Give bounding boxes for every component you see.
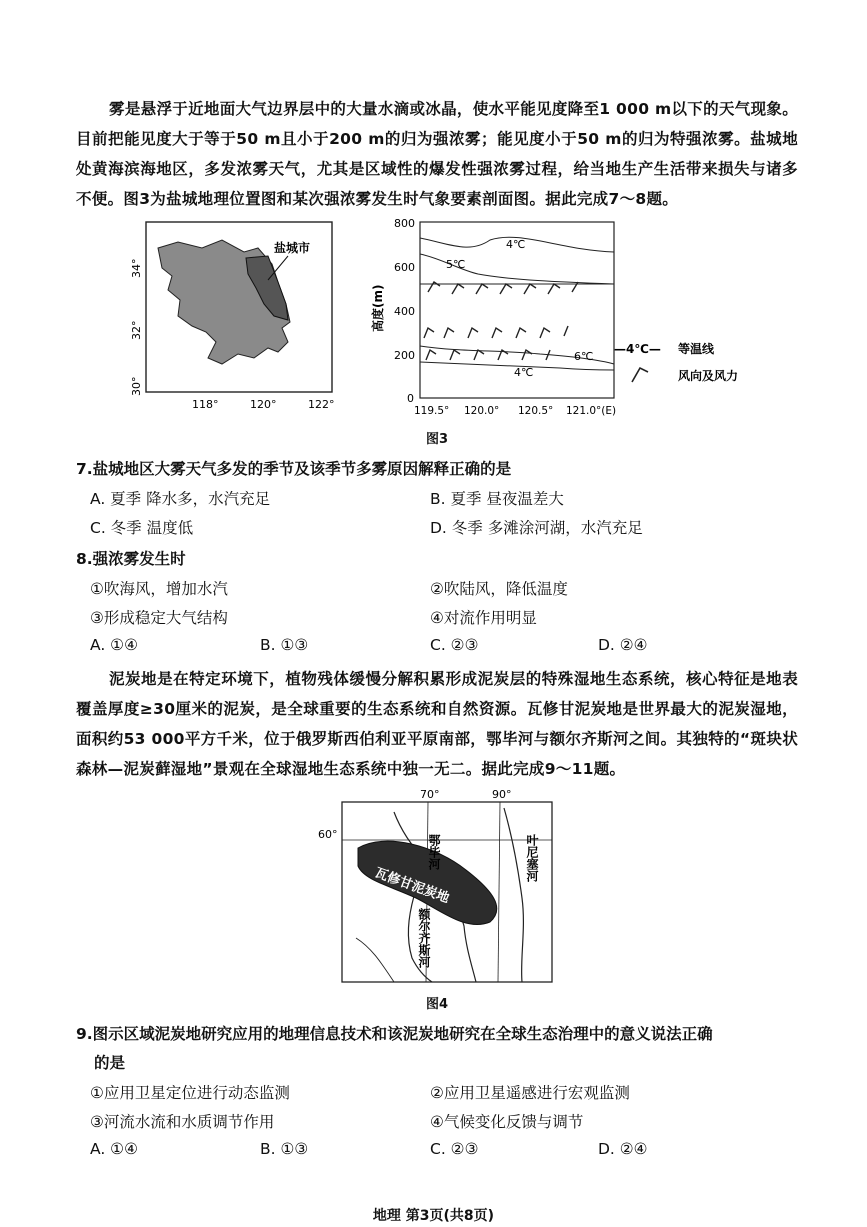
q9-option-d[interactable]: D. ②④ bbox=[598, 1140, 648, 1158]
q9-statement-1: ①应用卫星定位进行动态监测 bbox=[90, 1084, 290, 1102]
q8-option-c[interactable]: C. ②③ bbox=[430, 636, 479, 654]
legend-wind-barb-icon bbox=[632, 368, 648, 382]
figure3-caption: 图3 bbox=[426, 432, 449, 447]
q7-option-b[interactable]: B. 夏季 昼夜温差大 bbox=[430, 490, 564, 508]
x-tick-120-0: 120.0° bbox=[464, 405, 500, 417]
lat-label-34: 34° bbox=[130, 258, 143, 278]
q9-option-a[interactable]: A. ①④ bbox=[90, 1140, 138, 1158]
isotherm-label-4c-lower: 4℃ bbox=[514, 366, 534, 379]
y-tick-200: 200 bbox=[394, 349, 415, 362]
q7-option-a[interactable]: A. 夏季 降水多，水汽充足 bbox=[90, 490, 271, 508]
bog-label: 瓦修甘泥炭地 bbox=[372, 865, 452, 907]
page-footer: 地理 第3页(共8页) bbox=[372, 1208, 495, 1224]
lat-label-32: 32° bbox=[130, 320, 143, 340]
q7-option-d[interactable]: D. 冬季 多滩涂河湖，水汽充足 bbox=[430, 519, 643, 537]
y-tick-600: 600 bbox=[394, 261, 415, 274]
legend-isotherm-sample: —4℃— bbox=[614, 342, 661, 356]
x-tick-119-5: 119.5° bbox=[414, 405, 450, 417]
q9-statement-2: ②应用卫星遥感进行宏观监测 bbox=[430, 1084, 630, 1102]
q9-statement-3: ③河流水流和水质调节作用 bbox=[90, 1113, 275, 1131]
lon-label-122: 122° bbox=[308, 398, 335, 411]
isotherm-label-5c: 5℃ bbox=[446, 258, 466, 271]
y-tick-0: 0 bbox=[407, 392, 414, 405]
passage-fog-intro: 雾是悬浮于近地面大气边界层中的大量水滴或冰晶，使水平能见度降至1 000 m以下的天气现象。目前把能见度大于等于50 m且小于200 m的归为强浓雾；能见度小于50 m的归为特强浓雾。盐城地处黄海滨海地区，多发浓雾天气，尤其是区域性的爆发性强浓雾过程，给当地生产生活带来损失与诸多不便。图3为盐城地理位置图和某次强浓雾发生时气象要素剖面图。据此完成7～8题。 bbox=[76, 100, 798, 208]
q7-option-c[interactable]: C. 冬季 温度低 bbox=[90, 519, 194, 537]
q8-stem: 8.强浓雾发生时 bbox=[76, 550, 186, 568]
lon-label-70: 70° bbox=[420, 788, 440, 801]
legend-wind-text: 风向及风力 bbox=[678, 369, 739, 383]
lat-label-30: 30° bbox=[130, 376, 143, 396]
y-tick-400: 400 bbox=[394, 305, 415, 318]
q8-option-a[interactable]: A. ①④ bbox=[90, 636, 138, 654]
isotherm-label-4c-upper: 4℃ bbox=[506, 238, 526, 251]
q9-statement-4: ④气候变化反馈与调节 bbox=[430, 1113, 584, 1131]
figure4-caption: 图4 bbox=[426, 997, 449, 1012]
q8-statement-1: ①吹海风，增加水汽 bbox=[90, 580, 228, 598]
x-tick-120-5: 120.5° bbox=[518, 405, 554, 417]
figure3-profile bbox=[360, 214, 620, 418]
q8-statement-4: ④对流作用明显 bbox=[430, 609, 537, 627]
x-tick-121-0: 121.0°(E) bbox=[566, 405, 617, 417]
y-tick-800: 800 bbox=[394, 217, 415, 230]
q8-statement-2: ②吹陆风，降低温度 bbox=[430, 580, 568, 598]
q9-stem-line1: 9.图示区域泥炭地研究应用的地理信息技术和该泥炭地研究在全球生态治理中的意义说法正确 bbox=[76, 1025, 713, 1043]
lon-label-120: 120° bbox=[250, 398, 277, 411]
legend-isotherm-text: 等温线 bbox=[678, 342, 715, 356]
figure3-map bbox=[118, 218, 338, 413]
profile-ylabel: 高度(m) bbox=[371, 284, 385, 332]
q8-option-d[interactable]: D. ②④ bbox=[598, 636, 648, 654]
lon-label-90: 90° bbox=[492, 788, 512, 801]
passage-peatland-intro: 泥炭地是在特定环境下，植物残体缓慢分解积累形成泥炭层的特殊湿地生态系统，核心特征是地表覆盖厚度≥30厘米的泥炭，是全球重要的生态系统和自然资源。瓦修甘泥炭地是世界最大的泥炭湿地，面积约53 000平方千米，位于俄罗斯西伯利亚平原南部，鄂毕河与额尔齐斯河之间。其独特的“斑块状森林—泥炭藓湿地”景观在全球湿地生态系统中独一无二。据此完成9～11题。 bbox=[76, 670, 798, 778]
q8-statement-3: ③形成稳定大气结构 bbox=[90, 609, 228, 627]
river-ob-label: 鄂毕河 bbox=[427, 834, 441, 870]
lat-label-60: 60° bbox=[318, 828, 338, 841]
q9-option-c[interactable]: C. ②③ bbox=[430, 1140, 479, 1158]
q7-stem: 7.盐城地区大雾天气多发的季节及该季节多雾原因解释正确的是 bbox=[76, 460, 512, 478]
yancheng-city-label: 盐城市 bbox=[274, 241, 311, 255]
figure4-map bbox=[316, 788, 556, 988]
q8-option-b[interactable]: B. ①③ bbox=[260, 636, 309, 654]
q9-stem-line2: 的是 bbox=[94, 1054, 126, 1072]
river-yenisei-label: 叶尼塞河 bbox=[525, 834, 539, 882]
isotherm-label-6c: 6℃ bbox=[574, 350, 594, 363]
figure3-legend bbox=[612, 338, 792, 388]
river-irtysh-label: 额尔齐斯河 bbox=[417, 908, 431, 968]
q9-option-b[interactable]: B. ①③ bbox=[260, 1140, 309, 1158]
lon-label-118: 118° bbox=[192, 398, 219, 411]
